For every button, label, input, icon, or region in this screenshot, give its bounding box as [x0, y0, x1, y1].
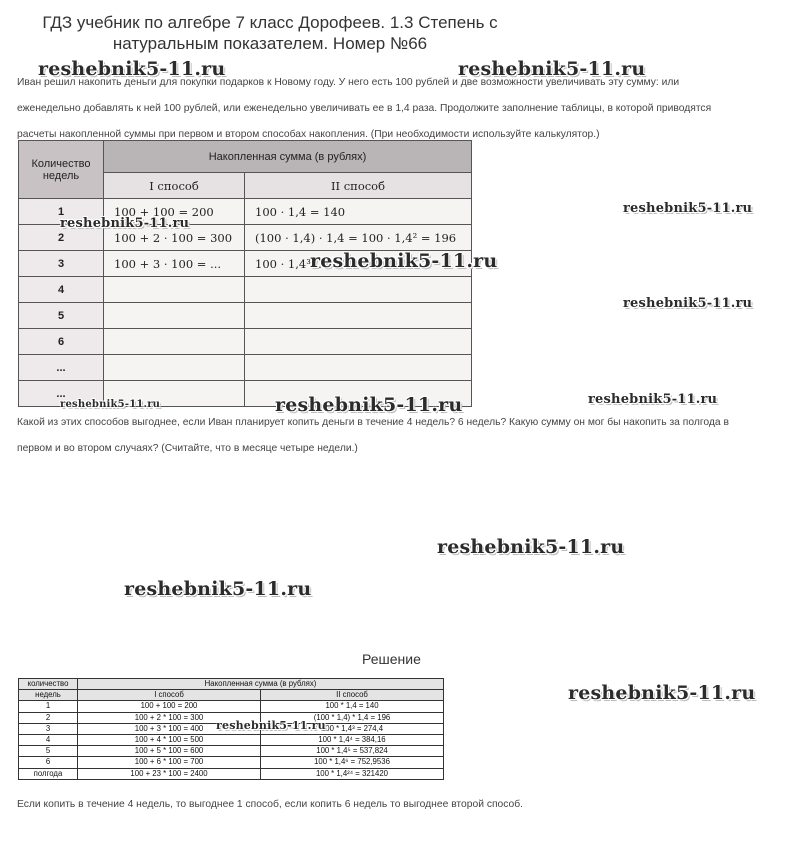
table-row	[19, 734, 444, 745]
textbook-table	[18, 140, 472, 407]
header-weeks: количество	[19, 679, 78, 690]
method2-cell: 100 * 1,4²⁴ = 321420	[261, 768, 444, 779]
method2-cell: 100 * 1,4⁶ = 752,9536	[261, 757, 444, 768]
method2-cell: 100 * 1,4³ = 274,4	[261, 723, 444, 734]
page-title-line2: натуральным показателем. Номер №66	[112, 34, 428, 53]
watermark: reshebnik5-11.ru	[458, 58, 646, 80]
week-cell: ...	[19, 381, 104, 407]
header-weeks-2: недель	[19, 690, 78, 701]
question-line: Какой из этих способов выгоднее, если Иван планирует копить деньги в течение 4 недель? 6 недель? Какую сумму он мог бы накопить за полгода в	[17, 417, 729, 428]
method1-cell: 100 + 100 = 200	[78, 701, 261, 712]
week-cell: 2	[19, 712, 78, 723]
method2-cell: (100 * 1,4) * 1,4 = 196	[261, 712, 444, 723]
header-sum: Накопленная сумма (в рублях)	[78, 679, 444, 690]
method1-cell	[104, 303, 245, 329]
watermark: reshebnik5-11.ru	[588, 392, 718, 407]
method2-cell: 100 * 1,4⁵ = 537,824	[261, 746, 444, 757]
method2-cell	[245, 329, 472, 355]
watermark: reshebnik5-11.ru	[568, 682, 756, 704]
table-row	[19, 701, 444, 712]
page-title-line1: ГДЗ учебник по алгебре 7 класс Дорофеев. 1.3 Степень с	[42, 13, 498, 32]
watermark: reshebnik5-11.ru	[623, 296, 753, 311]
watermark: reshebnik5-11.ru	[310, 250, 498, 272]
method1-cell: 100 + 100 = 200	[104, 199, 245, 225]
table-row	[19, 768, 444, 779]
table-row	[19, 303, 472, 329]
watermark: reshebnik5-11.ru	[60, 216, 190, 231]
method1-cell: 100 + 5 * 100 = 600	[78, 746, 261, 757]
method1-cell: 100 + 3 · 100 = ...	[104, 251, 245, 277]
week-cell: 1	[19, 701, 78, 712]
solution-title: Решение	[362, 651, 421, 667]
header-method-2: II способ	[261, 690, 444, 701]
method1-cell	[104, 355, 245, 381]
week-cell: 1	[19, 199, 104, 225]
watermark: reshebnik5-11.ru	[437, 536, 625, 558]
method2-cell: 100 * 1,4⁴ = 384,16	[261, 734, 444, 745]
question-line: первом и во втором случаях? (Считайте, что в месяце четыре недели.)	[17, 443, 358, 454]
watermark: reshebnik5-11.ru	[60, 399, 161, 410]
header-method-2: II способ	[245, 173, 472, 199]
page-title	[0, 12, 540, 54]
watermark: reshebnik5-11.ru	[38, 58, 226, 80]
method1-cell: 100 + 23 * 100 = 2400	[78, 768, 261, 779]
problem-line: Иван решил накопить деньги для покупки подарков к Новому году. У него есть 100 рублей и две возможности увеличивать эту сумму: или	[17, 77, 680, 88]
header-method-1: I способ	[104, 173, 245, 199]
week-cell: ...	[19, 355, 104, 381]
week-cell: полгода	[19, 768, 78, 779]
table-row	[19, 329, 472, 355]
solution-conclusion: Если копить в течение 4 недель, то выгоднее 1 способ, если копить 6 недель то выгоднее второй способ.	[17, 799, 524, 810]
method1-cell	[104, 277, 245, 303]
watermark: reshebnik5-11.ru	[623, 201, 753, 216]
method2-cell: 100 · 1,4 = 140	[245, 199, 472, 225]
header-sum: Накопленная сумма (в рублях)	[104, 141, 472, 173]
method2-cell	[245, 303, 472, 329]
week-cell: 5	[19, 746, 78, 757]
method1-cell: 100 + 2 · 100 = 300	[104, 225, 245, 251]
table-row	[19, 746, 444, 757]
week-cell: 4	[19, 734, 78, 745]
method2-cell: 100 * 1,4 = 140	[261, 701, 444, 712]
week-cell: 6	[19, 757, 78, 768]
header-method-1: I способ	[78, 690, 261, 701]
method2-cell	[245, 355, 472, 381]
method1-cell	[104, 329, 245, 355]
method2-cell: (100 · 1,4) · 1,4 = 100 · 1,4² = 196	[245, 225, 472, 251]
method1-cell: 100 + 3 * 100 = 400	[78, 723, 261, 734]
table-row	[19, 277, 472, 303]
table-row	[19, 355, 472, 381]
question-text	[17, 410, 782, 462]
week-cell: 5	[19, 303, 104, 329]
problem-line: еженедельно добавлять к ней 100 рублей, или еженедельно увеличивать ее в 1,4 раза. Продолжите заполнение таблицы, в которой приводятся	[17, 103, 712, 114]
table-row	[19, 757, 444, 768]
week-cell: 4	[19, 277, 104, 303]
watermark: reshebnik5-11.ru	[124, 578, 312, 600]
week-cell: 3	[19, 251, 104, 277]
week-cell: 6	[19, 329, 104, 355]
problem-line: расчеты накопленной суммы при первом и втором способах накопления. (При необходимости используйте калькулятор.)	[17, 129, 600, 140]
week-cell: 3	[19, 723, 78, 734]
problem-text	[17, 70, 782, 148]
method1-cell: 100 + 4 * 100 = 500	[78, 734, 261, 745]
watermark: reshebnik5-11.ru	[275, 394, 463, 416]
method2-cell: 100 · 1,4³ ...	[245, 251, 472, 277]
method2-cell	[245, 277, 472, 303]
watermark: reshebnik5-11.ru	[216, 719, 326, 732]
week-cell: 2	[19, 225, 104, 251]
header-weeks: Количество недель	[19, 141, 104, 199]
method1-cell: 100 + 2 * 100 = 300	[78, 712, 261, 723]
method1-cell: 100 + 6 * 100 = 700	[78, 757, 261, 768]
